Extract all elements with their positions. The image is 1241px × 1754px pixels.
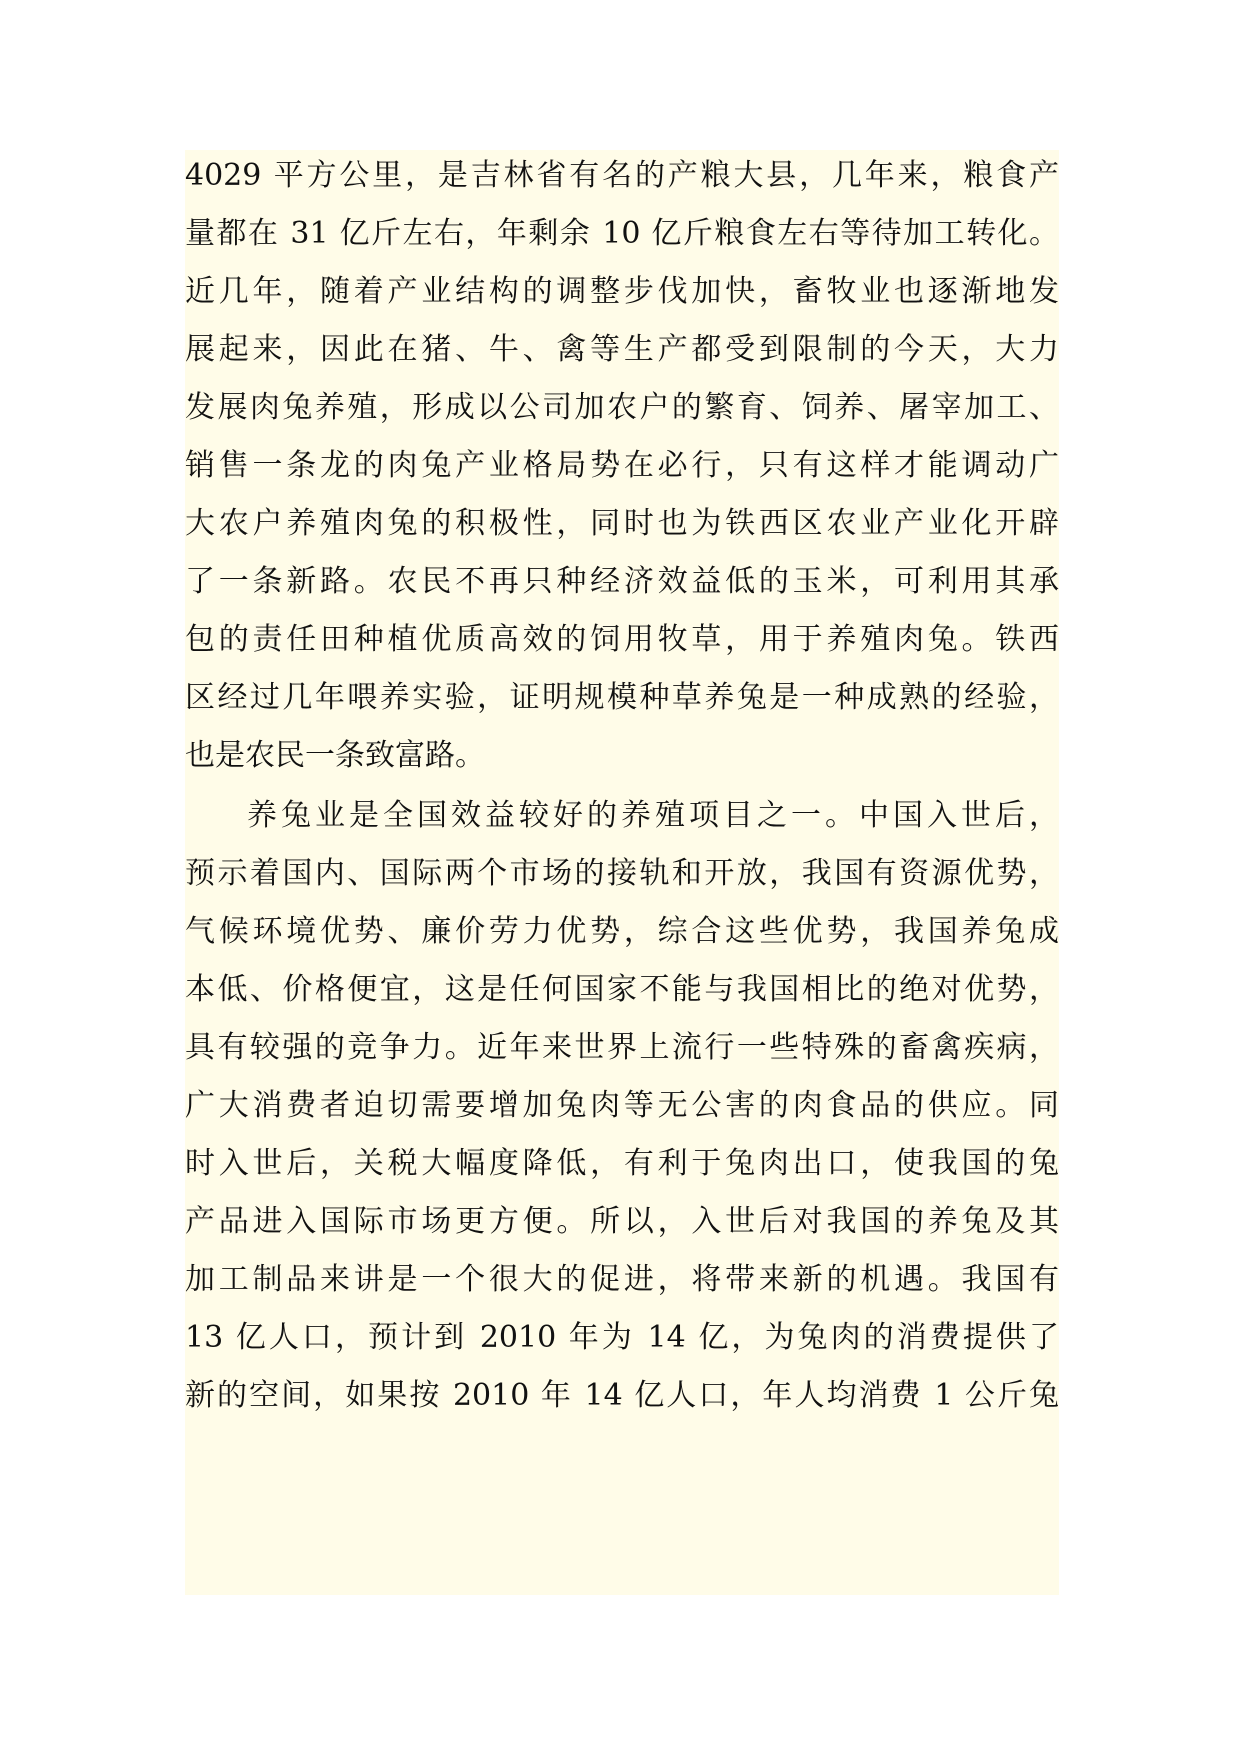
text-line: 大农户养殖肉兔的积极性，同时也为铁西区农业产业化开辟: [185, 506, 1059, 541]
text-line: 区经过几年喂养实验，证明规模种草养兔是一种成熟的经验，: [185, 680, 1059, 715]
text-line: 本低、价格便宜，这是任何国家不能与我国相比的绝对优势，: [185, 972, 1059, 1007]
text-line: 预示着国内、国际两个市场的接轨和开放，我国有资源优势，: [185, 856, 1059, 891]
text-line: 量都在 31 亿斤左右，年剩余 10 亿斤粮食左右等待加工转化。: [185, 216, 1059, 251]
text-line: 近几年，随着产业结构的调整步伐加快，畜牧业也逐渐地发: [185, 274, 1059, 309]
text-line: 销售一条龙的肉兔产业格局势在必行，只有这样才能调动广: [185, 448, 1059, 483]
text-line: 展起来，因此在猪、牛、禽等生产都受到限制的今天，大力: [185, 332, 1059, 367]
text-line: 也是农民一条致富路。: [185, 738, 485, 773]
text-line: 13 亿人口，预计到 2010 年为 14 亿，为兔肉的消费提供了: [185, 1320, 1059, 1355]
text-line: 包的责任田种植优质高效的饲用牧草，用于养殖肉兔。铁西: [185, 622, 1059, 657]
body-text: [185, 150, 1059, 1595]
text-line: 产品进入国际市场更方便。所以，入世后对我国的养兔及其: [185, 1204, 1059, 1239]
text-line: 广大消费者迫切需要增加兔肉等无公害的肉食品的供应。同: [185, 1088, 1059, 1123]
text-line: 新的空间，如果按 2010 年 14 亿人口，年人均消费 1 公斤兔: [185, 1378, 1059, 1413]
text-line: 发展肉兔养殖，形成以公司加农户的繁育、饲养、屠宰加工、: [185, 390, 1059, 425]
text-line: 时入世后，关税大幅度降低，有利于兔肉出口，使我国的兔: [185, 1146, 1059, 1181]
paragraph-first-line: 养兔业是全国效益较好的养殖项目之一。中国入世后，: [247, 798, 1059, 833]
text-line: 加工制品来讲是一个很大的促进，将带来新的机遇。我国有: [185, 1262, 1059, 1297]
text-line: 4029 平方公里，是吉林省有名的产粮大县，几年来，粮食产: [185, 158, 1059, 193]
text-line: 气候环境优势、廉价劳力优势，综合这些优势，我国养兔成: [185, 914, 1059, 949]
text-line: 具有较强的竞争力。近年来世界上流行一些特殊的畜禽疾病，: [185, 1030, 1059, 1065]
text-line: 了一条新路。农民不再只种经济效益低的玉米，可利用其承: [185, 564, 1059, 599]
